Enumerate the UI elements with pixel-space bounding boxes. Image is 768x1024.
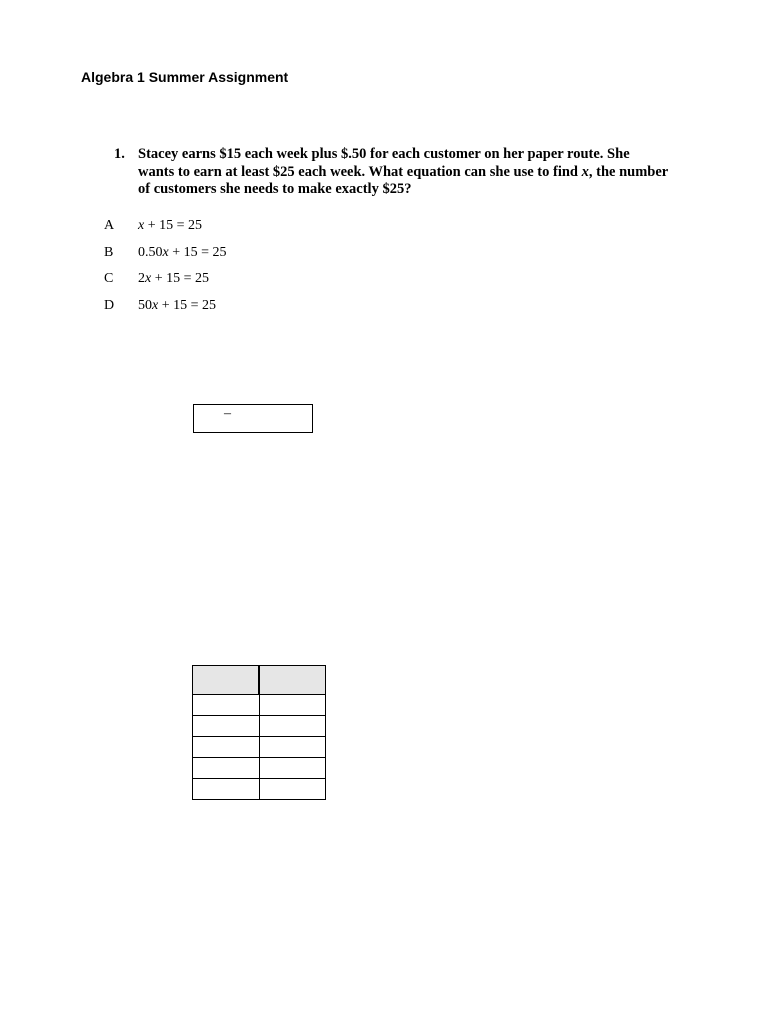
choice-c [104, 270, 209, 288]
table-cell[interactable] [259, 695, 326, 716]
choice-expression: x + 15 = 25 [138, 218, 203, 233]
question-text: Stacey earns $15 each week plus $.50 for each customer on her paper route. She wants to earn at least $25 each week. What equation can she use to find x, the number of customers she needs to make exactly $25? [138, 146, 668, 197]
table-header-cell[interactable] [259, 666, 326, 695]
question-number: 1. [114, 146, 125, 162]
table-header-row [193, 666, 326, 695]
table-cell[interactable] [193, 737, 260, 758]
table-cell[interactable] [259, 737, 326, 758]
choice-letter: A [104, 218, 115, 233]
choice-d [104, 297, 216, 315]
table-cell[interactable] [259, 758, 326, 779]
choice-expression: 50x + 15 = 25 [138, 298, 217, 313]
choice-letter: D [104, 298, 115, 313]
choice-a [104, 217, 202, 235]
blank-table [192, 665, 326, 800]
table-cell[interactable] [193, 758, 260, 779]
table-row [193, 779, 326, 800]
table-cell[interactable] [259, 716, 326, 737]
table-cell[interactable] [193, 779, 260, 800]
table-cell[interactable] [193, 695, 260, 716]
answer-box[interactable] [193, 404, 313, 433]
table-cell[interactable] [193, 716, 260, 737]
choice-expression: 2x + 15 = 25 [138, 271, 210, 286]
choice-letter: B [104, 245, 114, 260]
page-title: Algebra 1 Summer Assignment [81, 69, 289, 85]
table-row [193, 737, 326, 758]
choice-b [104, 244, 227, 262]
choice-letter: C [104, 271, 114, 286]
table-header-cell[interactable] [193, 666, 260, 695]
choice-expression: 0.50x + 15 = 25 [138, 245, 227, 260]
table-row [193, 758, 326, 779]
table-cell[interactable] [259, 779, 326, 800]
answer-mark: – [224, 406, 231, 421]
table-row [193, 716, 326, 737]
table-row [193, 695, 326, 716]
